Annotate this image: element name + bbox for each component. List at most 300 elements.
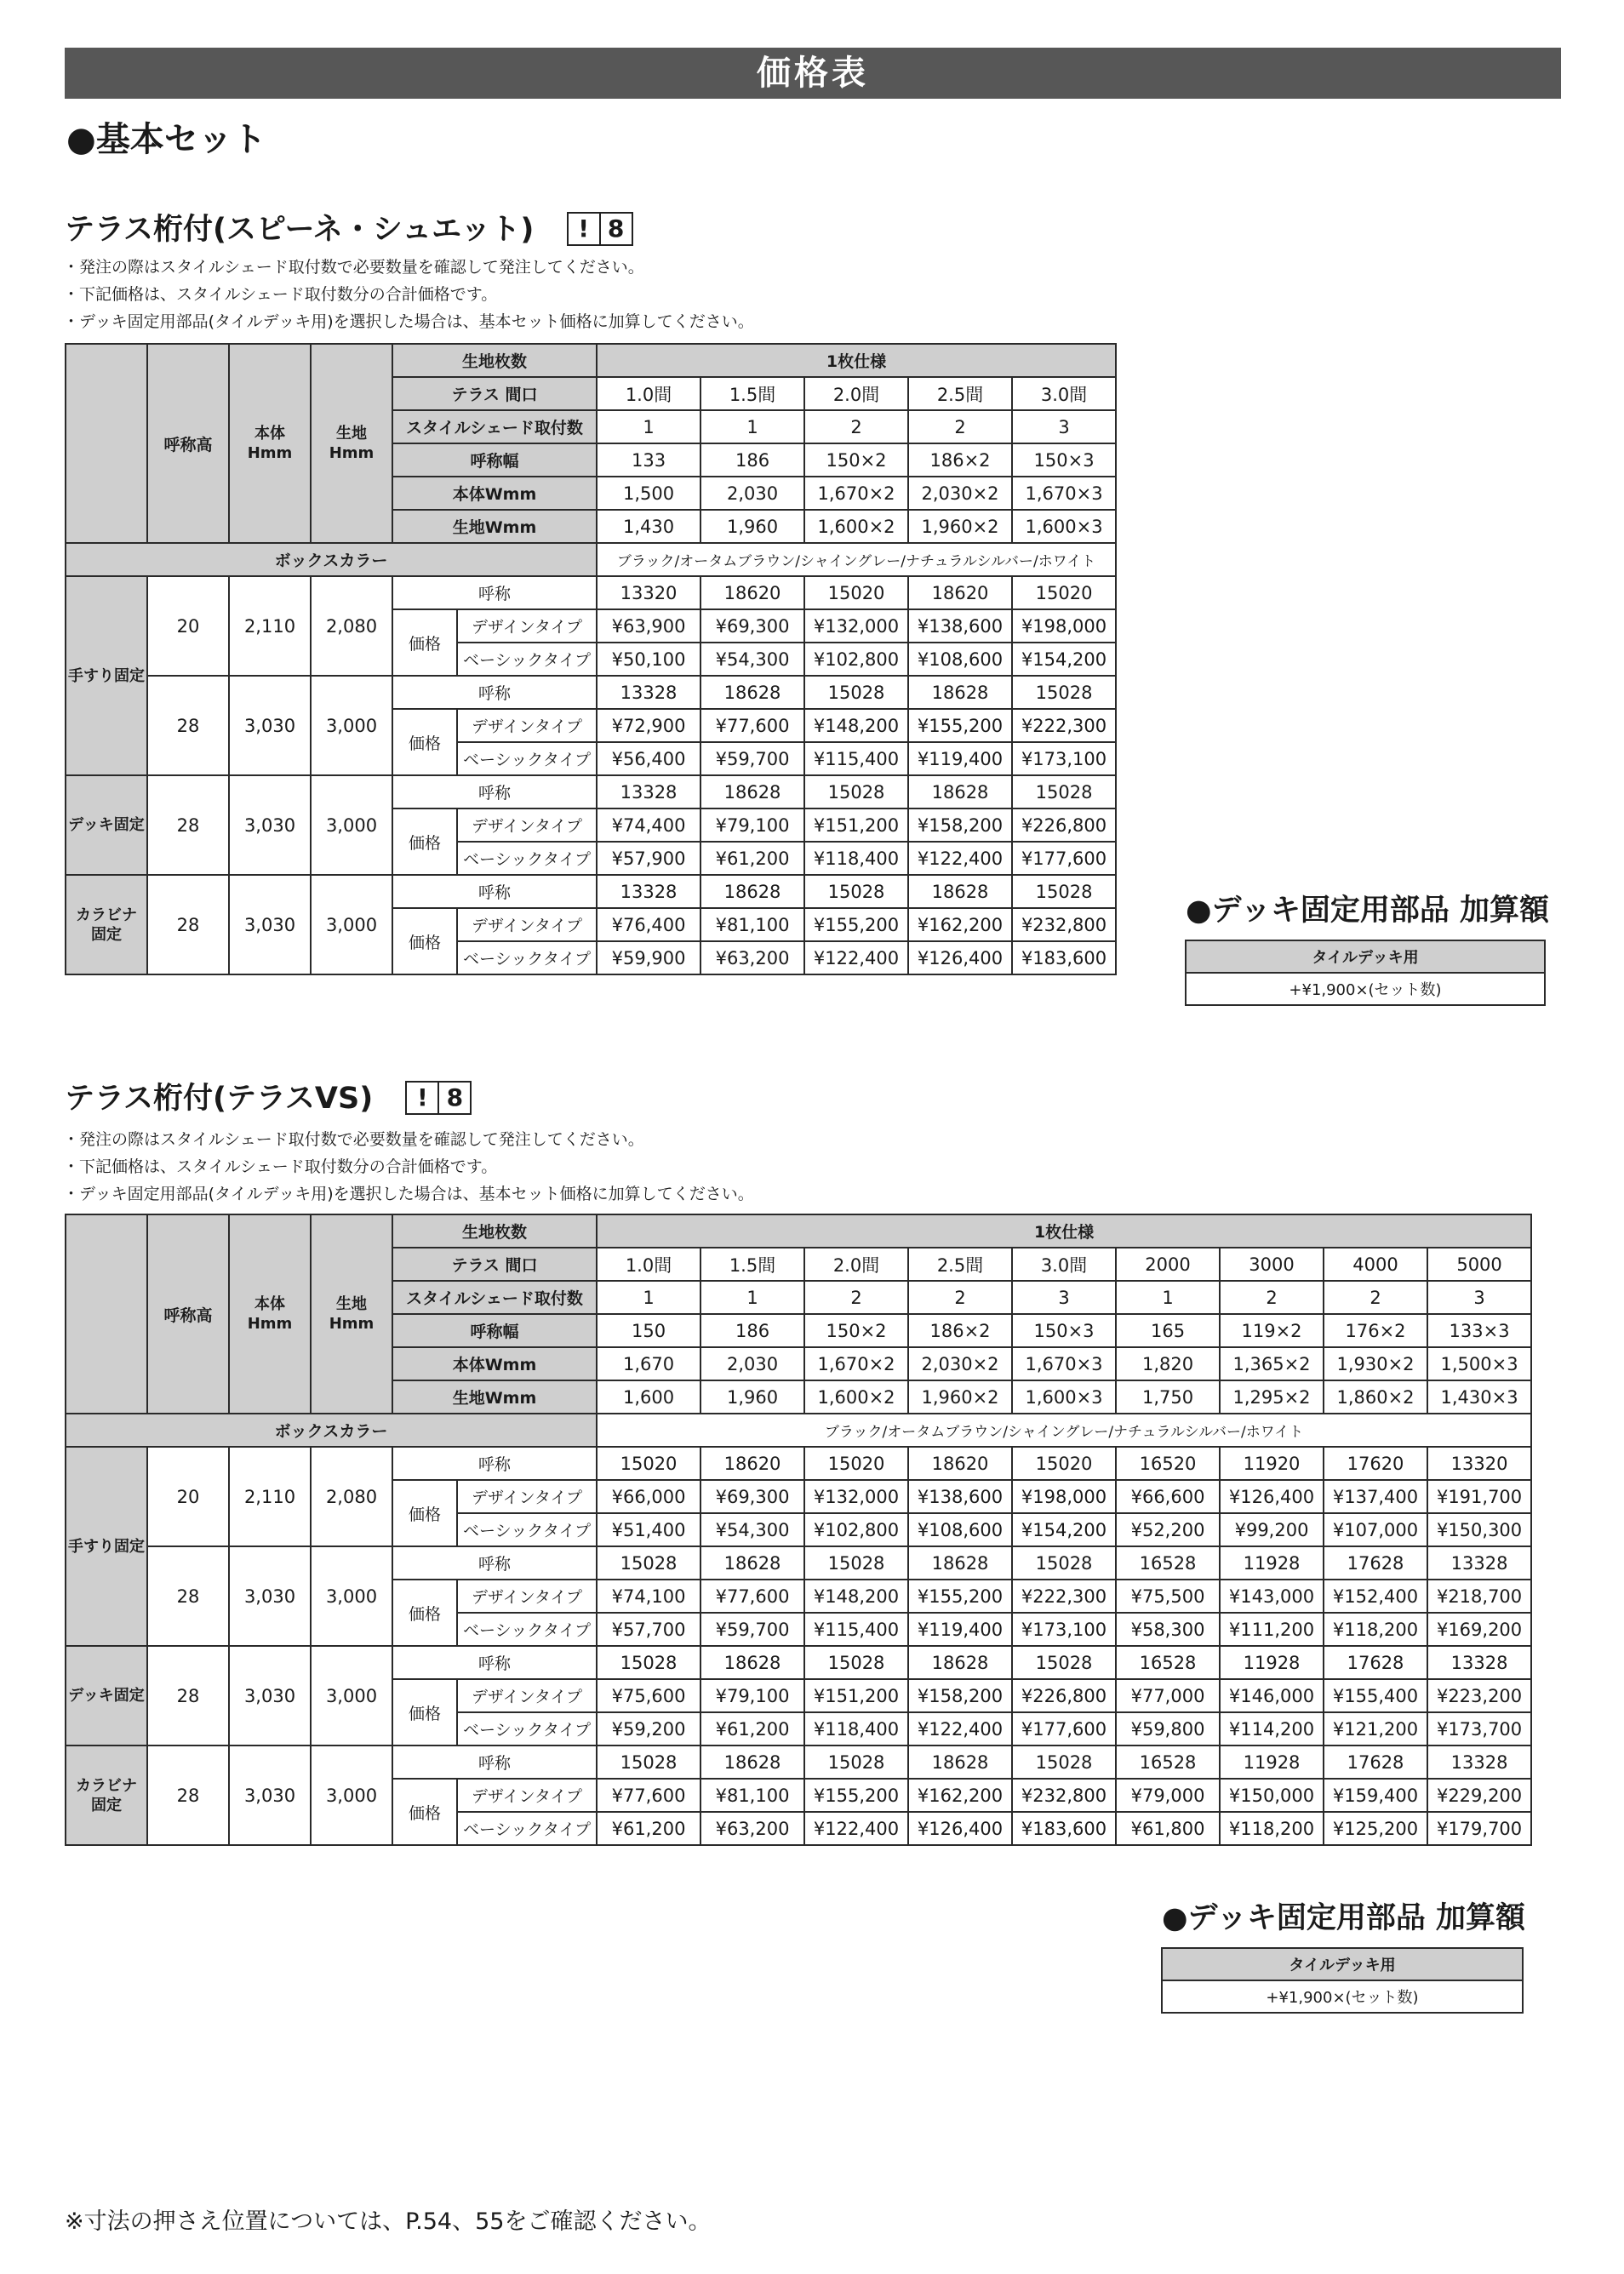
nominal-code-cell: 16528 (1116, 1646, 1220, 1679)
row-label-design: デザインタイプ (457, 1580, 597, 1613)
price-cell-design: ¥159,400 (1324, 1779, 1427, 1812)
row-label-design: デザインタイプ (457, 709, 597, 742)
col-nominal-height: 呼称高 (147, 1214, 229, 1414)
deck-parts-value: +¥1,900×(セット数) (1162, 1980, 1523, 2013)
nominal-code-cell: 15028 (1012, 1546, 1116, 1580)
group-label-line: カラビナ (76, 906, 137, 924)
spec-cell: 1,600×2 (804, 510, 908, 543)
row-label-body-w: 本体Wmm (392, 1347, 597, 1380)
price-cell-basic: ¥126,400 (908, 941, 1012, 974)
spec-cell: 3 (1012, 410, 1116, 443)
spec-single: 1枚仕様 (597, 1214, 1531, 1248)
group-label-line: デッキ固定 (68, 816, 145, 834)
nominal-code-cell: 18628 (908, 676, 1012, 709)
deck-parts-value: +¥1,900×(セット数) (1186, 973, 1545, 1005)
spec-cell: 1.5間 (700, 377, 804, 410)
nominal-code-cell: 15028 (1012, 1646, 1116, 1679)
body-h-cell: 3,030 (229, 1546, 311, 1646)
row-label-price: 価格 (392, 609, 457, 676)
price-cell-design: ¥77,600 (597, 1779, 700, 1812)
body-h-cell: 3,030 (229, 875, 311, 974)
price-cell-basic: ¥61,200 (700, 842, 804, 875)
price-cell-design: ¥158,200 (908, 808, 1012, 842)
section-notes-2 (63, 1126, 754, 1208)
col-body-h-line: 本体 (254, 425, 285, 443)
price-cell-basic: ¥177,600 (1012, 842, 1116, 875)
price-cell-basic: ¥177,600 (1012, 1712, 1116, 1745)
price-cell-design: ¥232,800 (1012, 908, 1116, 941)
price-cell-basic: ¥102,800 (804, 1513, 908, 1546)
row-label-fabric-count: 生地枚数 (392, 1214, 597, 1248)
price-cell-design: ¥66,000 (597, 1480, 700, 1513)
spec-cell: 150×2 (804, 1314, 908, 1347)
deck-parts-table-1 (1185, 940, 1546, 1006)
col-body-h-unit: Hmm (247, 444, 293, 462)
price-cell-design: ¥152,400 (1324, 1580, 1427, 1613)
spec-cell: 1,670×2 (804, 477, 908, 510)
spec-cell: 1,295×2 (1220, 1380, 1324, 1414)
spec-cell: 1,960 (700, 510, 804, 543)
spec-cell: 1,500×3 (1427, 1347, 1531, 1380)
deck-parts-col: タイルデッキ用 (1186, 940, 1545, 973)
spec-cell: 1,430×3 (1427, 1380, 1531, 1414)
price-cell-basic: ¥107,000 (1324, 1513, 1427, 1546)
nominal-code-cell: 15020 (597, 1447, 700, 1480)
row-label-basic: ベーシックタイプ (457, 1613, 597, 1646)
nominal-code-cell: 15028 (804, 1546, 908, 1580)
row-label-price: 価格 (392, 908, 457, 974)
nominal-code-cell: 13320 (1427, 1447, 1531, 1480)
nominal-code-cell: 13328 (597, 676, 700, 709)
row-label-price: 価格 (392, 1580, 457, 1646)
spec-cell: 2 (1324, 1281, 1427, 1314)
price-cell-basic: ¥119,400 (908, 1613, 1012, 1646)
spec-cell: 4000 (1324, 1248, 1427, 1281)
nominal-code-cell: 16528 (1116, 1745, 1220, 1779)
price-cell-design: ¥77,000 (1116, 1679, 1220, 1712)
fabric-h-cell: 3,000 (311, 875, 392, 974)
nominal-code-cell: 15020 (804, 576, 908, 609)
body-h-cell: 3,030 (229, 775, 311, 875)
corner-cell (66, 1214, 147, 1414)
price-cell-design: ¥79,100 (700, 808, 804, 842)
row-label-price: 価格 (392, 1779, 457, 1845)
deck-parts-table-2 (1161, 1947, 1524, 2014)
spec-cell: 1.0間 (597, 1248, 700, 1281)
price-cell-design: ¥222,300 (1012, 709, 1116, 742)
price-table-2 (65, 1214, 1532, 1846)
spec-cell: 1,820 (1116, 1347, 1220, 1380)
price-cell-basic: ¥59,700 (700, 1613, 804, 1646)
row-label-nominal: 呼称 (392, 1447, 597, 1480)
spec-cell: 1.0間 (597, 377, 700, 410)
spec-cell: 2,030 (700, 1347, 804, 1380)
nominal-code-cell: 18620 (908, 1447, 1012, 1480)
nominal-code-cell: 18628 (700, 1546, 804, 1580)
col-fabric-h (311, 1214, 392, 1414)
nominal-code-cell: 15028 (597, 1646, 700, 1679)
price-cell-design: ¥226,800 (1012, 808, 1116, 842)
fabric-h-cell: 2,080 (311, 1447, 392, 1546)
spec-cell: 1,960×2 (908, 1380, 1012, 1414)
price-cell-basic: ¥173,100 (1012, 742, 1116, 775)
price-cell-basic: ¥61,800 (1116, 1812, 1220, 1845)
spec-cell: 133×3 (1427, 1314, 1531, 1347)
group-label (66, 775, 147, 875)
fabric-h-cell: 2,080 (311, 576, 392, 676)
group-label-line: 手すり固定 (68, 1537, 145, 1556)
spec-cell: 1,600×3 (1012, 1380, 1116, 1414)
row-label-fabric-w: 生地Wmm (392, 510, 597, 543)
price-cell-basic: ¥118,200 (1324, 1613, 1427, 1646)
nominal-code-cell: 11928 (1220, 1646, 1324, 1679)
nominal-code-cell: 18628 (908, 1646, 1012, 1679)
price-table-1 (65, 343, 1117, 975)
nominal-code-cell: 18628 (700, 1745, 804, 1779)
spec-cell: 150 (597, 1314, 700, 1347)
row-label-box-color: ボックスカラー (66, 1414, 597, 1447)
group-label-line: 固定 (91, 1796, 122, 1814)
spec-cell: 1 (597, 410, 700, 443)
price-cell-design: ¥137,400 (1324, 1480, 1427, 1513)
spec-cell: 1,365×2 (1220, 1347, 1324, 1380)
group-label (66, 875, 147, 974)
price-cell-basic: ¥58,300 (1116, 1613, 1220, 1646)
page-banner: 価格表 (65, 48, 1561, 99)
price-cell-basic: ¥54,300 (700, 643, 804, 676)
spec-cell: 1,430 (597, 510, 700, 543)
group-label-line: カラビナ (76, 1776, 137, 1795)
nominal-code-cell: 18628 (700, 775, 804, 808)
nominal-code-cell: 18628 (908, 875, 1012, 908)
price-cell-basic: ¥122,400 (908, 842, 1012, 875)
price-cell-basic: ¥115,400 (804, 1613, 908, 1646)
spec-cell: 3.0間 (1012, 377, 1116, 410)
price-cell-design: ¥158,200 (908, 1679, 1012, 1712)
row-label-nominal: 呼称 (392, 775, 597, 808)
price-cell-basic: ¥108,600 (908, 1513, 1012, 1546)
price-cell-basic: ¥122,400 (804, 941, 908, 974)
warning-mark-icon: ! (405, 1081, 439, 1115)
nominal-height-cell: 28 (147, 875, 229, 974)
price-cell-design: ¥148,200 (804, 709, 908, 742)
nominal-code-cell: 17628 (1324, 1745, 1427, 1779)
note-line: ・デッキ固定用部品(タイルデッキ用)を選択した場合は、基本セット価格に加算してください。 (63, 1185, 754, 1203)
nominal-height-cell: 20 (147, 1447, 229, 1546)
fabric-h-cell: 3,000 (311, 1745, 392, 1845)
nominal-code-cell: 15020 (1012, 576, 1116, 609)
note-line: ・発注の際はスタイルシェード取付数で必要数量を確認して発注してください。 (63, 258, 644, 277)
price-cell-design: ¥77,600 (700, 1580, 804, 1613)
price-cell-basic: ¥56,400 (597, 742, 700, 775)
spec-cell: 1,600×3 (1012, 510, 1116, 543)
col-fabric-h-line: 生地 (336, 425, 367, 443)
price-cell-basic: ¥154,200 (1012, 1513, 1116, 1546)
row-label-nominal: 呼称 (392, 1646, 597, 1679)
nominal-code-cell: 18628 (700, 676, 804, 709)
row-label-design: デザインタイプ (457, 908, 597, 941)
price-cell-design: ¥162,200 (908, 908, 1012, 941)
row-label-basic: ベーシックタイプ (457, 742, 597, 775)
section-title-2 (65, 1075, 472, 1117)
price-cell-basic: ¥61,200 (700, 1712, 804, 1745)
row-label-maguchi: テラス 間口 (392, 1248, 597, 1281)
price-cell-design: ¥155,200 (804, 1779, 908, 1812)
price-cell-basic: ¥179,700 (1427, 1812, 1531, 1845)
nominal-code-cell: 18620 (700, 1447, 804, 1480)
price-cell-basic: ¥63,200 (700, 941, 804, 974)
price-cell-basic: ¥126,400 (908, 1812, 1012, 1845)
price-cell-basic: ¥99,200 (1220, 1513, 1324, 1546)
spec-cell: 1,670×3 (1012, 477, 1116, 510)
spec-cell: 1,960 (700, 1380, 804, 1414)
nominal-code-cell: 15028 (1012, 875, 1116, 908)
nominal-code-cell: 15028 (804, 1745, 908, 1779)
spec-cell: 2 (804, 1281, 908, 1314)
row-label-nominal: 呼称 (392, 1546, 597, 1580)
spec-cell: 3000 (1220, 1248, 1324, 1281)
price-cell-basic: ¥57,900 (597, 842, 700, 875)
spec-cell: 165 (1116, 1314, 1220, 1347)
spec-cell: 1,500 (597, 477, 700, 510)
col-fabric-h (311, 344, 392, 543)
nominal-code-cell: 11920 (1220, 1447, 1324, 1480)
group-label-line: 手すり固定 (68, 666, 145, 685)
spec-cell: 150×2 (804, 443, 908, 477)
nominal-code-cell: 13328 (597, 775, 700, 808)
price-cell-basic: ¥169,200 (1427, 1613, 1531, 1646)
row-label-shade-count: スタイルシェード取付数 (392, 410, 597, 443)
note-line: ・下記価格は、スタイルシェード取付数分の合計価格です。 (63, 285, 498, 304)
price-cell-basic: ¥115,400 (804, 742, 908, 775)
body-h-cell: 3,030 (229, 1646, 311, 1745)
price-cell-basic: ¥51,400 (597, 1513, 700, 1546)
nominal-code-cell: 17620 (1324, 1447, 1427, 1480)
price-cell-design: ¥138,600 (908, 1480, 1012, 1513)
price-cell-basic: ¥121,200 (1324, 1712, 1427, 1745)
body-h-cell: 3,030 (229, 1745, 311, 1845)
nominal-code-cell: 13320 (597, 576, 700, 609)
row-label-basic: ベーシックタイプ (457, 1812, 597, 1845)
group-label-line: 固定 (91, 925, 122, 944)
price-cell-design: ¥198,000 (1012, 609, 1116, 643)
spec-cell: 2 (804, 410, 908, 443)
spec-cell: 2.0間 (804, 377, 908, 410)
price-cell-basic: ¥125,200 (1324, 1812, 1427, 1845)
spec-single: 1枚仕様 (597, 344, 1116, 377)
nominal-code-cell: 13328 (597, 875, 700, 908)
row-label-design: デザインタイプ (457, 808, 597, 842)
nominal-code-cell: 13328 (1427, 1745, 1531, 1779)
row-label-price: 価格 (392, 1679, 457, 1745)
spec-cell: 2,030×2 (908, 477, 1012, 510)
row-label-basic: ベーシックタイプ (457, 1712, 597, 1745)
spec-cell: 1 (1116, 1281, 1220, 1314)
nominal-code-cell: 15028 (597, 1546, 700, 1580)
price-cell-design: ¥162,200 (908, 1779, 1012, 1812)
row-label-box-color: ボックスカラー (66, 543, 597, 576)
spec-cell: 2,030 (700, 477, 804, 510)
price-cell-basic: ¥122,400 (908, 1712, 1012, 1745)
nominal-height-cell: 28 (147, 1546, 229, 1646)
row-label-fabric-w: 生地Wmm (392, 1380, 597, 1414)
spec-cell: 1.5間 (700, 1248, 804, 1281)
spec-cell: 150×3 (1012, 443, 1116, 477)
fabric-h-cell: 3,000 (311, 775, 392, 875)
spec-cell: 3 (1012, 1281, 1116, 1314)
price-cell-basic: ¥54,300 (700, 1513, 804, 1546)
price-cell-design: ¥218,700 (1427, 1580, 1531, 1613)
row-label-nominal: 呼称 (392, 1745, 597, 1779)
row-label-price: 価格 (392, 1480, 457, 1546)
price-cell-design: ¥151,200 (804, 1679, 908, 1712)
price-cell-basic: ¥111,200 (1220, 1613, 1324, 1646)
page-heading: ●基本セット (66, 120, 266, 159)
nominal-code-cell: 13328 (1427, 1646, 1531, 1679)
row-label-nominal: 呼称 (392, 875, 597, 908)
row-label-basic: ベーシックタイプ (457, 1513, 597, 1546)
spec-cell: 2.0間 (804, 1248, 908, 1281)
col-body-h-unit: Hmm (247, 1315, 293, 1333)
box-color-list: ブラック/オータムブラウン/シャイングレー/ナチュラルシルバー/ホワイト (597, 1414, 1531, 1447)
price-cell-basic: ¥122,400 (804, 1812, 908, 1845)
spec-cell: 133 (597, 443, 700, 477)
price-cell-design: ¥143,000 (1220, 1580, 1324, 1613)
price-cell-basic: ¥173,700 (1427, 1712, 1531, 1745)
price-cell-design: ¥151,200 (804, 808, 908, 842)
nominal-code-cell: 16520 (1116, 1447, 1220, 1480)
price-cell-design: ¥79,100 (700, 1679, 804, 1712)
price-cell-design: ¥77,600 (700, 709, 804, 742)
price-cell-design: ¥222,300 (1012, 1580, 1116, 1613)
price-cell-design: ¥76,400 (597, 908, 700, 941)
col-body-h (229, 344, 311, 543)
price-cell-design: ¥74,400 (597, 808, 700, 842)
nominal-code-cell: 18628 (908, 775, 1012, 808)
nominal-code-cell: 11928 (1220, 1546, 1324, 1580)
deck-parts-heading-1: ●デッキ固定用部品 加算額 (1186, 894, 1550, 928)
nominal-code-cell: 18628 (700, 875, 804, 908)
row-label-design: デザインタイプ (457, 1679, 597, 1712)
nominal-code-cell: 18628 (908, 1546, 1012, 1580)
body-h-cell: 2,110 (229, 576, 311, 676)
spec-cell: 150×3 (1012, 1314, 1116, 1347)
deck-parts-col: タイルデッキ用 (1162, 1948, 1523, 1980)
spec-cell: 1 (597, 1281, 700, 1314)
price-cell-design: ¥69,300 (700, 609, 804, 643)
spec-cell: 2,030×2 (908, 1347, 1012, 1380)
col-body-h (229, 1214, 311, 1414)
col-fabric-h-unit: Hmm (329, 1315, 375, 1333)
price-cell-design: ¥75,500 (1116, 1580, 1220, 1613)
price-cell-design: ¥75,600 (597, 1679, 700, 1712)
spec-cell: 2.5間 (908, 1248, 1012, 1281)
spec-cell: 186×2 (908, 1314, 1012, 1347)
corner-cell (66, 344, 147, 543)
price-cell-basic: ¥52,200 (1116, 1513, 1220, 1546)
price-cell-design: ¥226,800 (1012, 1679, 1116, 1712)
row-label-design: デザインタイプ (457, 1779, 597, 1812)
nominal-code-cell: 15028 (1012, 775, 1116, 808)
spec-cell: 3 (1427, 1281, 1531, 1314)
price-cell-basic: ¥50,100 (597, 643, 700, 676)
spec-cell: 3.0間 (1012, 1248, 1116, 1281)
price-cell-basic: ¥108,600 (908, 643, 1012, 676)
price-cell-design: ¥155,200 (804, 908, 908, 941)
nominal-code-cell: 11928 (1220, 1745, 1324, 1779)
spec-cell: 1,960×2 (908, 510, 1012, 543)
spec-cell: 1,600×2 (804, 1380, 908, 1414)
note-line: ・デッキ固定用部品(タイルデッキ用)を選択した場合は、基本セット価格に加算してください。 (63, 312, 754, 331)
price-cell-basic: ¥59,900 (597, 941, 700, 974)
col-nominal-height: 呼称高 (147, 344, 229, 543)
spec-cell: 5000 (1427, 1248, 1531, 1281)
price-cell-design: ¥223,200 (1427, 1679, 1531, 1712)
group-label (66, 1646, 147, 1745)
spec-cell: 186 (700, 443, 804, 477)
spec-cell: 2 (908, 410, 1012, 443)
spec-cell: 1,600 (597, 1380, 700, 1414)
section-title-text: テラス桁付(テラスVS) (65, 1082, 374, 1116)
nominal-code-cell: 18620 (700, 576, 804, 609)
row-label-design: デザインタイプ (457, 1480, 597, 1513)
price-cell-basic: ¥102,800 (804, 643, 908, 676)
price-cell-basic: ¥183,600 (1012, 941, 1116, 974)
nominal-code-cell: 16528 (1116, 1546, 1220, 1580)
price-cell-design: ¥72,900 (597, 709, 700, 742)
nominal-code-cell: 15028 (804, 676, 908, 709)
row-label-body-w: 本体Wmm (392, 477, 597, 510)
note-line: ・下記価格は、スタイルシェード取付数分の合計価格です。 (63, 1157, 498, 1176)
price-cell-basic: ¥59,800 (1116, 1712, 1220, 1745)
nominal-code-cell: 15028 (804, 775, 908, 808)
nominal-code-cell: 15028 (804, 875, 908, 908)
spec-cell: 1 (700, 410, 804, 443)
warning-mark-icon: ! (567, 212, 601, 246)
price-cell-basic: ¥183,600 (1012, 1812, 1116, 1845)
nominal-code-cell: 18620 (908, 576, 1012, 609)
price-cell-design: ¥146,000 (1220, 1679, 1324, 1712)
price-cell-design: ¥81,100 (700, 908, 804, 941)
row-label-shade-count: スタイルシェード取付数 (392, 1281, 597, 1314)
price-cell-basic: ¥57,700 (597, 1613, 700, 1646)
price-cell-design: ¥155,200 (908, 1580, 1012, 1613)
price-cell-design: ¥191,700 (1427, 1480, 1531, 1513)
nominal-height-cell: 28 (147, 1646, 229, 1745)
body-h-cell: 3,030 (229, 676, 311, 775)
footnote: ※寸法の押さえ位置については、P.54、55をご確認ください。 (65, 2208, 712, 2235)
group-label (66, 1447, 147, 1646)
spec-cell: 2 (908, 1281, 1012, 1314)
price-cell-design: ¥148,200 (804, 1580, 908, 1613)
price-cell-design: ¥132,000 (804, 1480, 908, 1513)
row-label-nominal-width: 呼称幅 (392, 443, 597, 477)
number-mark-icon: 8 (439, 1081, 472, 1115)
spec-cell: 1,670×3 (1012, 1347, 1116, 1380)
group-label-line: デッキ固定 (68, 1687, 145, 1705)
price-cell-basic: ¥150,300 (1427, 1513, 1531, 1546)
price-cell-basic: ¥61,200 (597, 1812, 700, 1845)
spec-cell: 1 (700, 1281, 804, 1314)
group-label (66, 576, 147, 775)
row-label-price: 価格 (392, 709, 457, 775)
price-cell-design: ¥79,000 (1116, 1779, 1220, 1812)
spec-cell: 186×2 (908, 443, 1012, 477)
spec-cell: 1,670 (597, 1347, 700, 1380)
price-cell-basic: ¥59,700 (700, 742, 804, 775)
nominal-height-cell: 28 (147, 775, 229, 875)
price-cell-basic: ¥118,200 (1220, 1812, 1324, 1845)
